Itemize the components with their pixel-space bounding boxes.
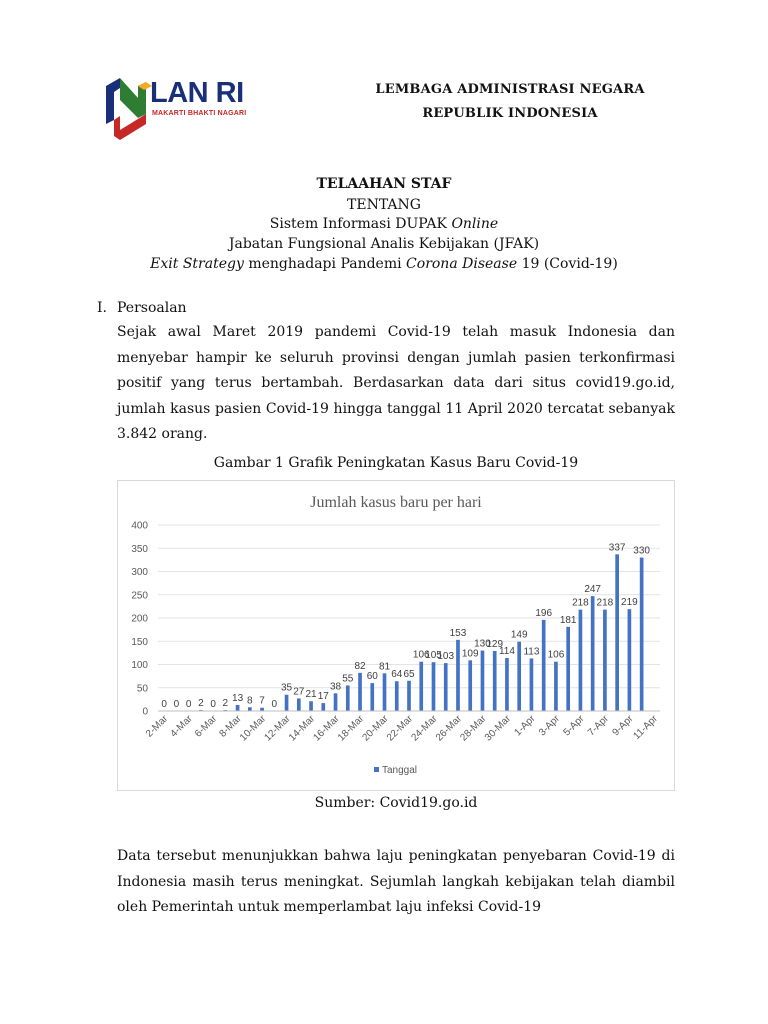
x-tick-label: 6-Mar (192, 713, 220, 740)
bar (370, 683, 374, 711)
bar (297, 698, 301, 711)
bar (432, 662, 436, 711)
chart-y-axis (131, 521, 148, 718)
chart-x-axis (144, 711, 660, 744)
x-tick-label: 2-Mar (143, 713, 171, 740)
topic-line-3-italic-2: Corona Disease (406, 256, 518, 272)
bar (383, 673, 387, 711)
data-label: 82 (354, 660, 366, 672)
data-label: 109 (461, 648, 479, 660)
data-label: 13 (232, 692, 244, 704)
x-tick-label: 5-Apr (561, 713, 587, 739)
x-tick-label: 14-Mar (286, 713, 318, 744)
data-label: 153 (449, 627, 467, 639)
figure-source: Sumber: Covid19.go.id (314, 795, 478, 811)
data-label: 114 (498, 645, 515, 657)
y-tick-label: 100 (131, 660, 148, 671)
bar (285, 695, 289, 711)
chart-container (117, 480, 675, 791)
x-tick-label: 1-Apr (512, 713, 538, 739)
bar (517, 642, 521, 711)
bar (579, 610, 583, 711)
x-tick-label: 11-Apr (631, 713, 660, 742)
chart-legend (374, 765, 417, 776)
institution-name: LEMBAGA ADMINISTRASI NEGARA (375, 82, 645, 97)
data-label: 8 (247, 695, 253, 707)
topic-line-1-italic: Online (451, 216, 499, 232)
x-tick-label: 12-Mar (262, 713, 293, 744)
data-label: 181 (559, 614, 577, 626)
bar (591, 596, 595, 711)
x-tick-label: 8-Mar (217, 713, 244, 740)
data-label: 149 (510, 629, 528, 641)
logo-tagline: MAKARTI BHAKTI NAGARI (152, 110, 247, 117)
topic-line-3-end: 19 (Covid-19) (517, 256, 618, 272)
data-label: 7 (259, 695, 265, 707)
legend-label: Tanggal (382, 765, 418, 776)
data-label: 129 (486, 639, 504, 651)
data-label: 106 (412, 649, 430, 661)
section-heading (97, 300, 187, 316)
x-tick-label: 24-Mar (409, 713, 440, 744)
data-label: 0 (161, 699, 167, 710)
bar (444, 663, 448, 711)
data-label: 218 (596, 597, 614, 609)
bar (321, 703, 325, 711)
bar (358, 673, 362, 711)
bar (505, 658, 509, 711)
y-tick-label: 250 (131, 590, 148, 602)
bar (468, 660, 472, 711)
data-label: 60 (366, 671, 378, 683)
legend-swatch (374, 767, 379, 772)
data-label: 247 (584, 584, 602, 596)
bar (407, 681, 411, 711)
data-label: 2 (198, 698, 204, 710)
data-label: 27 (293, 686, 305, 698)
bar (530, 658, 534, 711)
bar (481, 651, 485, 711)
x-tick-label: 9-Apr (610, 713, 636, 739)
data-label: 103 (437, 651, 455, 663)
data-label: 35 (280, 682, 293, 694)
data-label: 219 (621, 597, 638, 609)
document-title: TELAAHAN STAF (316, 176, 452, 192)
chart-title: Jumlah kasus baru per hari (310, 494, 482, 511)
data-label: 105 (425, 650, 442, 662)
data-label: 330 (633, 545, 650, 557)
data-label: 65 (403, 668, 415, 680)
data-label: 0 (173, 699, 180, 710)
data-label: 0 (185, 699, 192, 710)
bar (309, 701, 313, 711)
section-title: Persoalan (117, 300, 187, 316)
x-tick-label: 18-Mar (335, 713, 367, 744)
y-tick-label: 300 (131, 567, 148, 578)
bar (334, 693, 338, 711)
x-tick-label: 16-Mar (311, 713, 342, 744)
y-tick-label: 200 (131, 613, 148, 625)
bar (603, 610, 607, 711)
data-label: 218 (572, 597, 589, 609)
y-tick-label: 350 (131, 543, 148, 555)
paragraph-1: Sejak awal Maret 2019 pandemi Covid-19 telah masuk Indonesia dan menyebar hampir ke seluruh provinsi dengan jumlah pasien terkonfirmasi positif yang terus bertambah. Berdasarkan data dari situs covid19.go.id, jumlah kasus pasien Covid-19 hingga tanggal 11 April 2020 tercatat sebanyak 3.842 orang. (117, 324, 675, 443)
bar (346, 685, 350, 711)
document-topic-line-3 (100, 256, 668, 272)
bar (248, 707, 252, 711)
data-label: 2 (222, 698, 229, 710)
logo-text: LAN RI (150, 77, 244, 109)
topic-line-3-mid: menghadapi Pandemi (243, 256, 407, 272)
topic-line-1-text: Sistem Informasi DUPAK (269, 216, 452, 232)
bar (456, 640, 460, 711)
data-label: 38 (329, 681, 342, 693)
section-number: I. (97, 300, 107, 316)
document-topic-line-2: Jabatan Fungsional Analis Kebijakan (JFAK) (228, 236, 540, 252)
institution-country: REPUBLIK INDONESIA (422, 106, 598, 121)
x-tick-label: 22-Mar (384, 713, 416, 744)
data-label: 130 (474, 638, 491, 650)
data-label: 106 (547, 649, 565, 661)
data-label: 113 (523, 646, 540, 658)
data-label: 21 (305, 689, 317, 701)
y-tick-label: 0 (142, 706, 148, 718)
y-tick-label: 150 (131, 636, 148, 648)
data-label: 337 (608, 542, 626, 554)
document-subheading: TENTANG (347, 197, 421, 213)
bar (419, 662, 423, 711)
bar (236, 705, 240, 711)
figure-caption: Gambar 1 Grafik Peningkatan Kasus Baru Covid-19 (213, 455, 579, 471)
y-tick-label: 400 (131, 520, 148, 532)
data-label: 196 (535, 607, 553, 619)
x-tick-label: 28-Mar (458, 713, 489, 744)
data-label: 81 (378, 661, 391, 673)
bar (628, 609, 632, 711)
chart-data-labels (161, 542, 650, 710)
bar (566, 627, 570, 711)
bar (554, 662, 558, 711)
x-tick-label: 26-Mar (433, 713, 465, 744)
x-tick-label: 20-Mar (360, 713, 391, 744)
data-label: 55 (342, 673, 354, 685)
x-tick-label: 10-Mar (238, 713, 269, 744)
x-tick-label: 7-Apr (585, 713, 612, 739)
topic-line-3-italic-1: Exit Strategy (150, 256, 244, 272)
data-label: 0 (271, 699, 278, 710)
x-tick-label: 30-Mar (482, 713, 514, 744)
bar (493, 651, 497, 711)
data-label: 17 (317, 691, 329, 703)
x-tick-label: 4-Mar (168, 713, 195, 740)
data-label: 0 (210, 699, 216, 710)
data-label: 64 (391, 669, 403, 681)
x-tick-label: 3-Apr (536, 713, 563, 739)
bar (542, 620, 546, 711)
bar (395, 681, 399, 711)
bar-chart (118, 481, 674, 790)
document-topic-line-1 (100, 216, 668, 232)
y-tick-label: 50 (136, 683, 148, 695)
paragraph-2: Data tersebut menunjukkan bahwa laju peningkatan penyebaran Covid-19 di Indonesia masih terus meningkat. Sejumlah langkah kebijakan telah diambil oleh Pemerintah untuk memperlambat laju infeksi Covid-19 (117, 848, 675, 916)
bar (615, 554, 619, 711)
bar (640, 558, 644, 711)
